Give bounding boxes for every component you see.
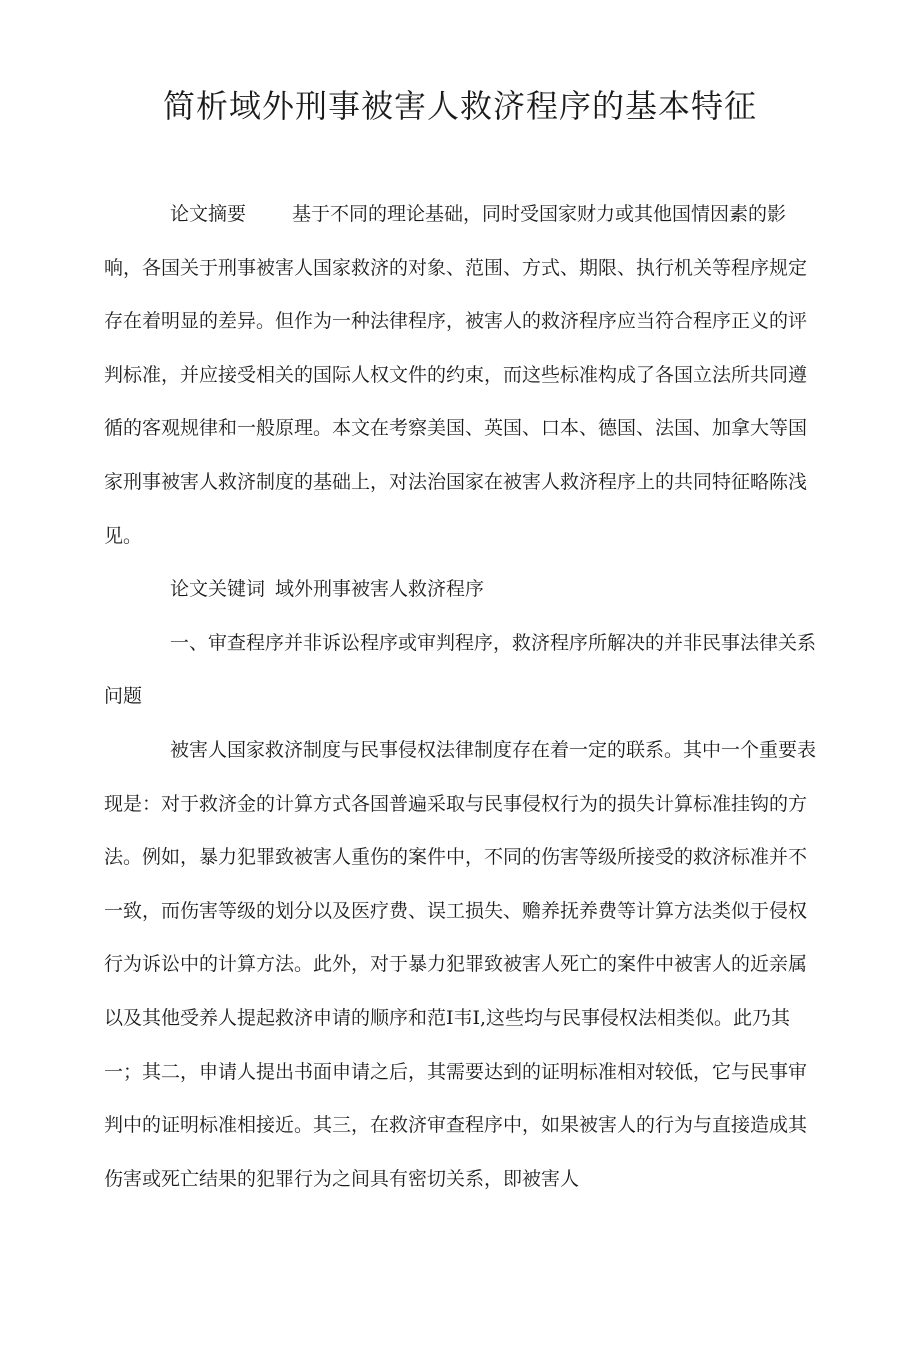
- document-title: 简析域外刑事被害人救济程序的基本特征: [162, 87, 757, 125]
- abstract-text: 基于不同的理论基础，同时受国家财力或其他国情因素的影响，各国关于刑事被害人国家救济的对象、范围、方式、期限、执行机关等程序规定存在着明显的差异。但作为一种法律程序，被害人的救济程序应当符合程序正义的评判标准，并应接受相关的国际人权文件的约束，而这些标准构成了各国立法所共同遵循的客观规律和一般原理。本文在考察美国、英国、口本、德国、法国、加拿大等国家刑事被害人救济制度的基础上，对法治国家在被害人救济程序上的共同特征略陈浅见。: [104, 203, 808, 547]
- section1-paragraph: 被害人国家救济制度与民事侵权法律制度存在着一定的联系。其中一个重要表现是：对于救济金的计算方式各国普遍采取与民事侵权行为的损失计算标准挂钩的方法。例如，暴力犯罪致被害人重伤的案件中，不同的伤害等级所接受的救济标准并不一致，而伤害等级的划分以及医疗费、误工损失、赡养抚养费等计算方法类似于侵权行为诉讼中的计算方法。此外，对于暴力犯罪致被害人死亡的案件中被害人的近亲属以及其他受养人提起救济申请的顺序和范I韦I,这些均与民事侵权法相类似。此乃其一；其二，申请人提出书面申请之后，其需要达到的证明标准相对较低，它与民事审判中的证明标准相接近。其三，在救济审查程序中，如果被害人的行为与直接造成其伤害或死亡结果的犯罪行为之间具有密切关系，即被害人: [104, 738, 817, 1190]
- keywords-label: 论文关键词: [170, 578, 266, 601]
- document-body: [104, 188, 824, 1206]
- abstract-paragraph: [104, 188, 824, 563]
- keywords-text: 域外刑事被害人救济程序: [275, 578, 485, 601]
- abstract-label: 论文摘要: [170, 203, 247, 225]
- section1-heading: 一、审查程序并非诉讼程序或审判程序，救济程序所解决的并非民事法律关系问题: [104, 631, 817, 708]
- keywords-paragraph: [104, 563, 824, 617]
